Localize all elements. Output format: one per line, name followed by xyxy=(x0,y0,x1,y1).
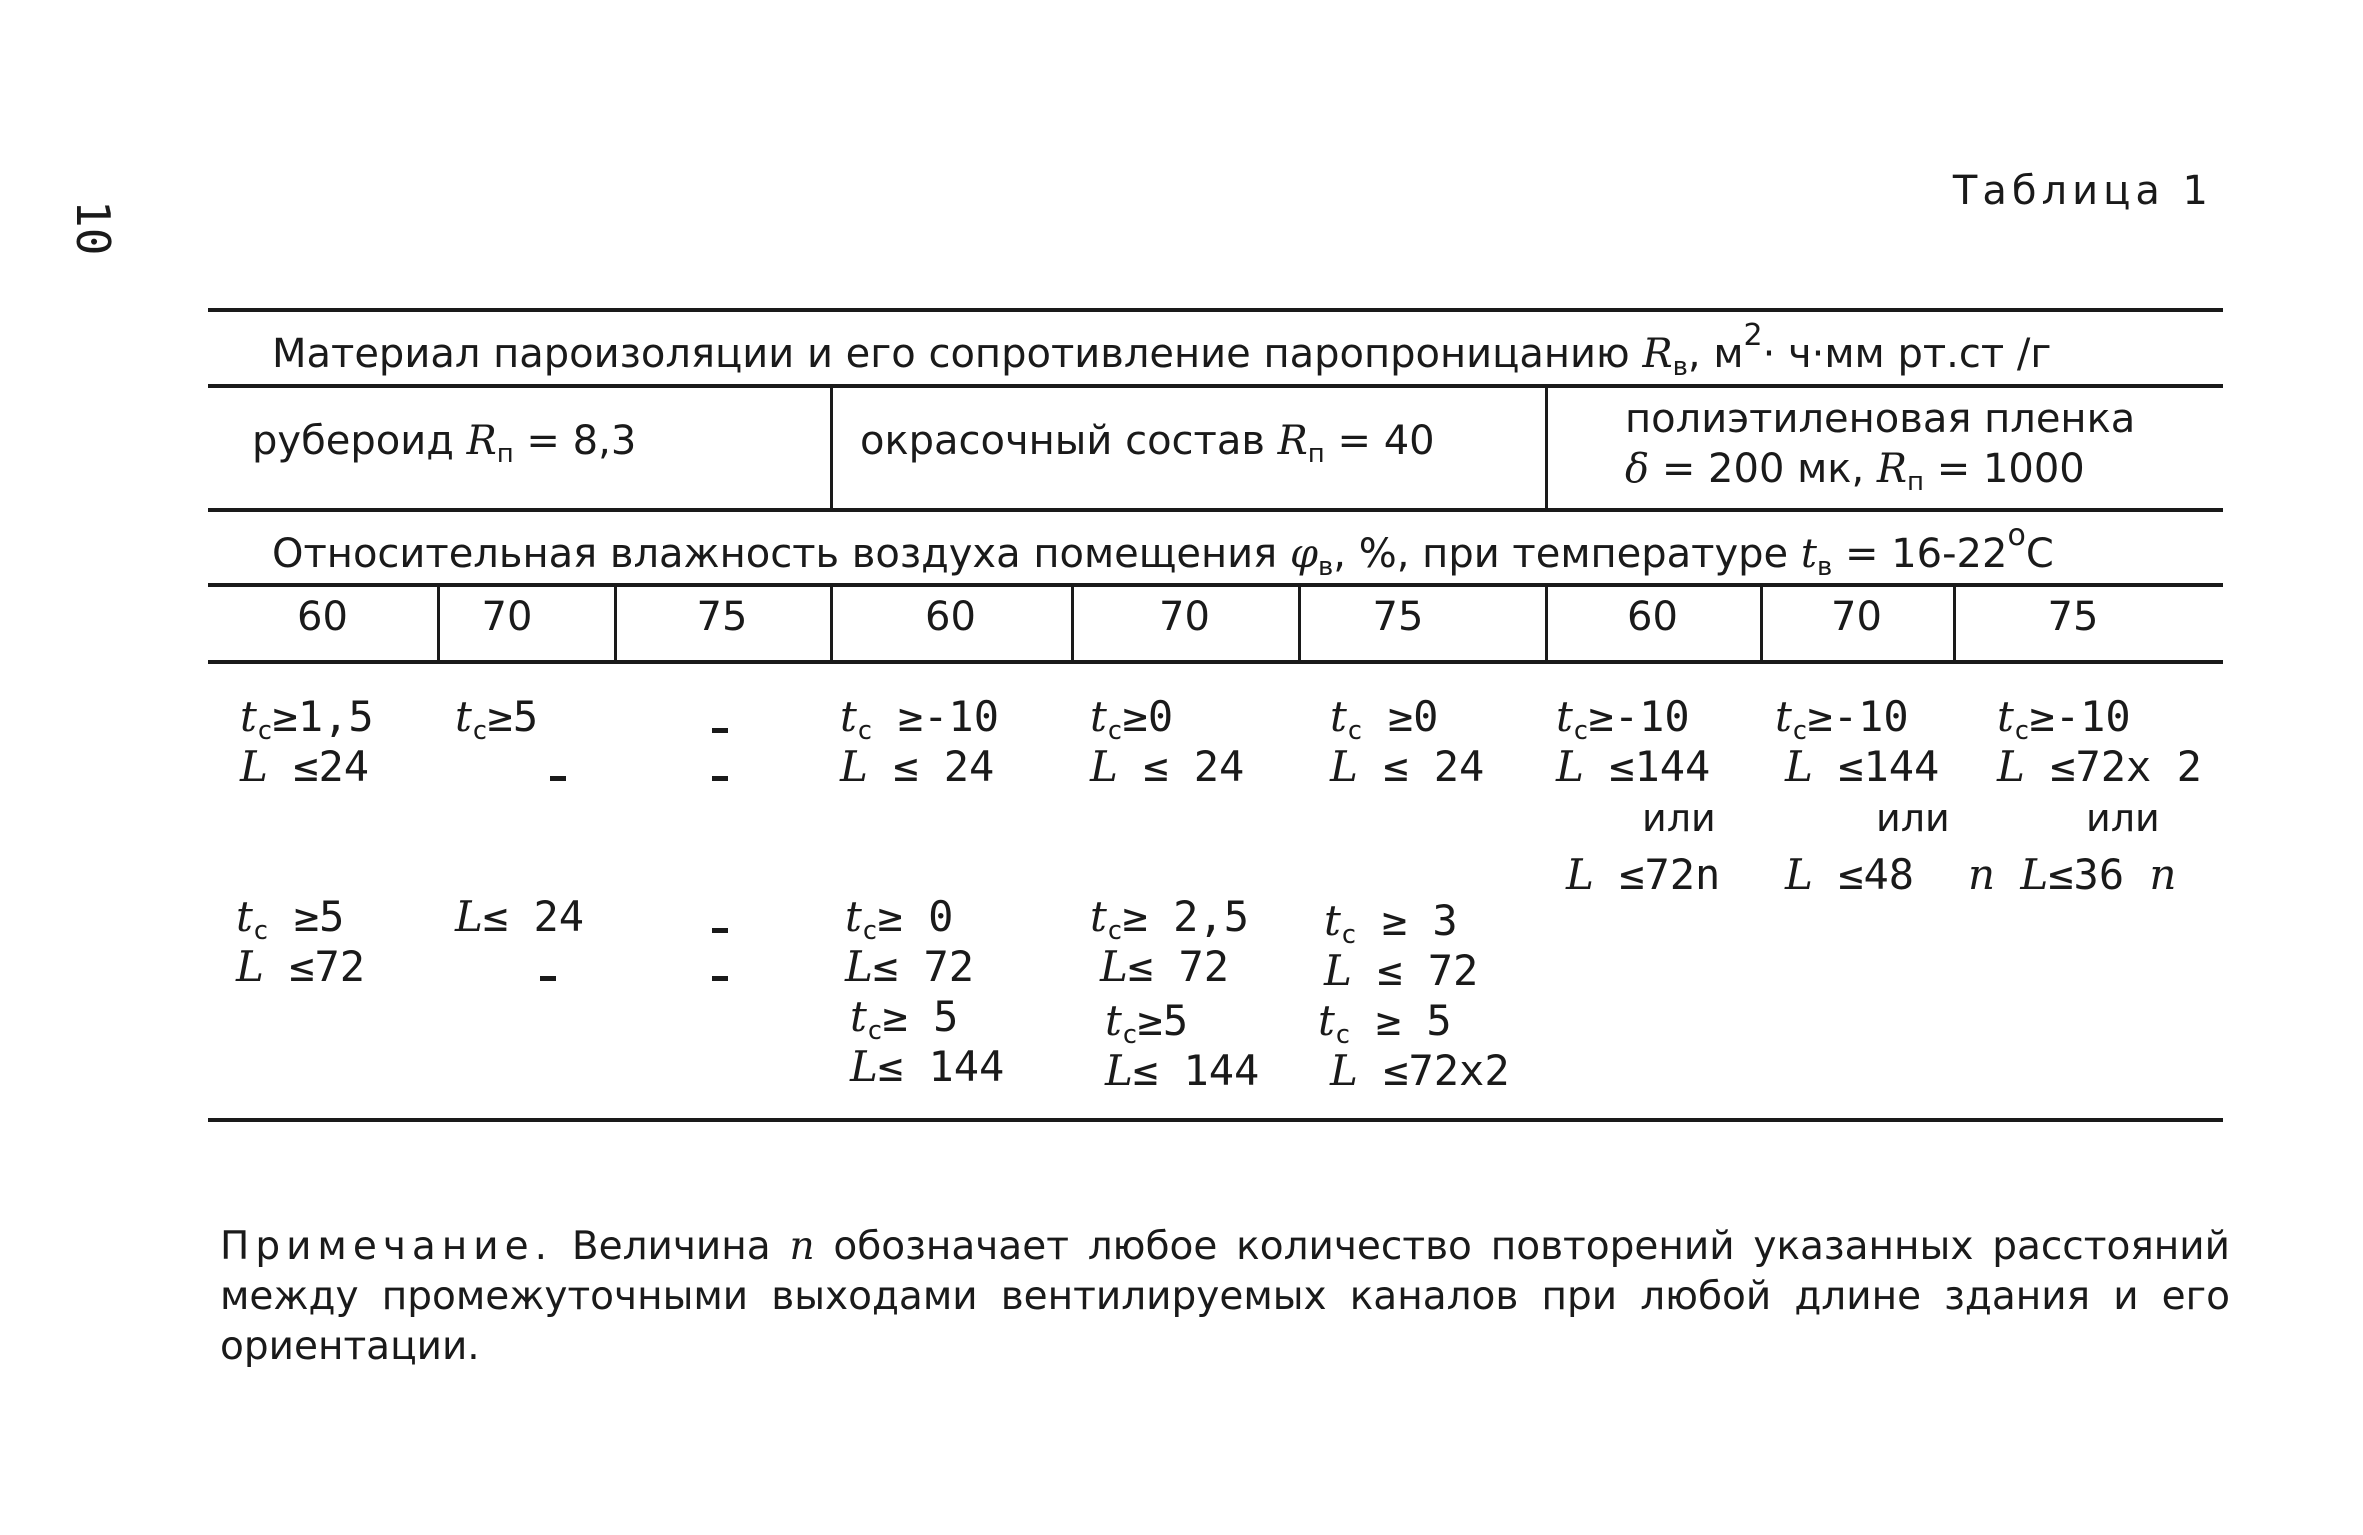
length-condition xyxy=(1997,742,2202,791)
L-symbol: L xyxy=(1556,742,1584,791)
length-value: ≤ 72 xyxy=(1377,946,1479,995)
humidity-value: 70 xyxy=(481,594,533,640)
tc-value: ≥5 xyxy=(1137,996,1189,1045)
table-rule xyxy=(208,384,2223,388)
tc-value: ≥-10 xyxy=(1807,692,1909,741)
tc-condition xyxy=(1324,896,1458,950)
thickness-value: = 200 мк, xyxy=(1661,446,1865,492)
L-symbol: L xyxy=(1324,946,1352,995)
n-symbol: n xyxy=(1968,850,1996,899)
header-text: Материал пароизоляции и его сопротивление паропроницанию xyxy=(272,331,1630,377)
length-condition xyxy=(850,1042,1004,1091)
t-symbol: t xyxy=(1997,692,2014,741)
empty-dash xyxy=(712,776,728,781)
length-value: ≤ 24 xyxy=(482,892,585,941)
L-symbol: L xyxy=(840,742,868,791)
length-condition xyxy=(236,942,365,991)
length-value: ≤72 xyxy=(289,942,366,991)
empty-dash xyxy=(540,976,556,981)
temp-sub: в xyxy=(1816,552,1833,582)
resistance-sub: п xyxy=(1907,467,1924,497)
tc-condition xyxy=(1556,692,1690,746)
tc-condition xyxy=(1090,692,1173,746)
table-divider xyxy=(830,384,833,508)
length-condition xyxy=(1105,1046,1259,1095)
t-symbol: t xyxy=(1105,996,1122,1045)
L-symbol: L xyxy=(1105,1046,1133,1095)
humidity-symbol: φ xyxy=(1289,531,1318,577)
length-condition xyxy=(1785,850,1914,899)
humidity-value: 60 xyxy=(297,594,348,640)
table-rule xyxy=(208,660,2223,664)
t-symbol: t xyxy=(1318,996,1335,1045)
t-sub: c xyxy=(2013,716,2030,746)
resistance-symbol: R xyxy=(1876,446,1907,492)
L-symbol: L xyxy=(850,1042,878,1091)
length-condition xyxy=(1090,742,1244,791)
L-symbol: L xyxy=(1785,742,1813,791)
tc-value: ≥1,5 xyxy=(272,692,374,741)
length-condition xyxy=(1100,942,1229,991)
resistance-value: = 1000 xyxy=(1936,446,2085,492)
empty-dash xyxy=(550,776,566,781)
material-name: окрасочный состав xyxy=(860,418,1265,464)
length-condition xyxy=(1556,742,1710,791)
table-divider xyxy=(1545,384,1548,508)
table-rule xyxy=(208,508,2223,512)
length-condition xyxy=(1330,1046,1510,1095)
t-sub: c xyxy=(1346,716,1363,746)
length-value: ≤ 24 xyxy=(1383,742,1485,791)
material-name: рубероид xyxy=(252,418,454,464)
tc-value: ≥0 xyxy=(1122,692,1174,741)
length-value: ≤36 xyxy=(2048,850,2125,899)
t-sub: c xyxy=(856,716,873,746)
empty-dash xyxy=(712,728,728,733)
length-condition xyxy=(240,742,369,791)
t-symbol: t xyxy=(840,692,857,741)
L-symbol: L xyxy=(240,742,268,791)
humidity-value: 75 xyxy=(2047,594,2099,640)
header-unit-rest: · ч·мм рт.ст /г xyxy=(1762,331,2052,377)
length-condition xyxy=(1330,742,1484,791)
or-label: или xyxy=(2086,796,2160,840)
length-value: ≤ 24 xyxy=(1143,742,1245,791)
table-caption: Таблица 1 xyxy=(1952,168,2213,214)
t-sub: c xyxy=(252,916,269,946)
t-sub: c xyxy=(1334,1020,1351,1050)
length-value: ≤24 xyxy=(293,742,370,791)
t-sub: c xyxy=(1106,716,1123,746)
length-value: ≤ 24 xyxy=(893,742,995,791)
page-number: 10 xyxy=(66,200,120,256)
tc-value: ≥-10 xyxy=(1588,692,1690,741)
tc-value: ≥ 2,5 xyxy=(1122,892,1249,941)
thickness-symbol: δ xyxy=(1625,446,1650,492)
length-condition xyxy=(1785,742,1939,791)
temp-symbol: t xyxy=(1800,531,1817,577)
or-label: или xyxy=(1876,796,1950,840)
humidity-value: 70 xyxy=(1159,594,1210,640)
header-unit: , м xyxy=(1687,331,1744,377)
t-sub: c xyxy=(1340,920,1357,950)
L-symbol: L xyxy=(1330,1046,1358,1095)
or-label: или xyxy=(1642,796,1716,840)
header-symbol: R xyxy=(1642,331,1673,377)
tc-condition xyxy=(1090,892,1249,946)
t-symbol: t xyxy=(236,892,253,941)
length-value: ≤ 72 xyxy=(1127,942,1230,991)
tc-value: ≥5 xyxy=(487,692,539,741)
length-value: ≤144 xyxy=(1609,742,1711,791)
t-symbol: t xyxy=(1556,692,1573,741)
L-symbol: L xyxy=(455,892,483,941)
humidity-header xyxy=(272,518,2054,582)
t-symbol: t xyxy=(240,692,257,741)
humidity-text: Относительная влажность воздуха помещения xyxy=(272,531,1278,577)
L-symbol: L xyxy=(1090,742,1118,791)
length-condition xyxy=(845,942,974,991)
tc-condition xyxy=(1775,692,1909,746)
tc-value: ≥ 5 xyxy=(882,992,959,1041)
header-symbol-sub: в xyxy=(1672,352,1688,382)
length-value: ≤48 xyxy=(1838,850,1915,899)
length-condition xyxy=(1566,850,1720,899)
t-symbol: t xyxy=(455,692,472,741)
L-symbol: L xyxy=(1785,850,1813,899)
L-symbol: L xyxy=(2020,850,2049,899)
L-symbol: L xyxy=(1330,742,1358,791)
material-name: полиэтиленовая пленка xyxy=(1625,396,2136,442)
table-header-material xyxy=(272,318,2051,382)
L-symbol: L xyxy=(1100,942,1128,991)
n-symbol: n xyxy=(2149,850,2177,899)
material-polyethylene xyxy=(1625,396,2135,442)
t-sub: c xyxy=(1121,1020,1138,1050)
t-sub: c xyxy=(1106,916,1123,946)
tc-condition xyxy=(240,692,374,746)
length-value: ≤ 144 xyxy=(1132,1046,1260,1095)
length-condition xyxy=(1324,946,1478,995)
length-condition xyxy=(1968,850,2176,899)
length-value: ≤72x 2 xyxy=(2050,742,2202,791)
tc-value: ≥ 3 xyxy=(1381,896,1458,945)
resistance-value: = 40 xyxy=(1337,418,1435,464)
table-note xyxy=(220,1222,2230,1372)
humidity-value: 75 xyxy=(1372,594,1424,640)
tc-value: ≥5 xyxy=(293,892,345,941)
resistance-symbol: R xyxy=(1277,418,1308,464)
humidity-mid: , %, при температуре xyxy=(1333,531,1789,577)
table-top-rule xyxy=(208,308,2223,312)
resistance-symbol: R xyxy=(466,418,497,464)
tc-condition xyxy=(1330,692,1438,746)
t-symbol: t xyxy=(850,992,867,1041)
humidity-value: 70 xyxy=(1831,594,1882,640)
humidity-value: 60 xyxy=(925,594,976,640)
note-text: обозначает любое количество повторений указанных расстояний между промежуточными выходами вентилируемых каналов при любой длине здания и его ориентации. xyxy=(220,1224,2230,1369)
t-symbol: t xyxy=(1090,892,1107,941)
length-value: ≤72n xyxy=(1619,850,1721,899)
L-symbol: L xyxy=(1997,742,2025,791)
tc-condition xyxy=(455,692,538,746)
empty-dash xyxy=(712,928,728,933)
tc-value: ≥ 5 xyxy=(1375,996,1452,1045)
note-symbol: n xyxy=(789,1224,815,1269)
resistance-sub: п xyxy=(496,439,514,469)
tc-condition xyxy=(840,692,999,746)
resistance-sub: п xyxy=(1307,439,1325,469)
L-symbol: L xyxy=(236,942,264,991)
L-symbol: L xyxy=(845,942,873,991)
material-ruberoid xyxy=(252,418,636,469)
tc-condition xyxy=(1318,996,1452,1050)
tc-value: ≥-10 xyxy=(897,692,999,741)
tc-condition xyxy=(845,892,953,946)
t-symbol: t xyxy=(1324,896,1341,945)
temp-unit: C xyxy=(2025,531,2054,577)
table-rule xyxy=(208,583,2223,587)
t-sub: c xyxy=(861,916,878,946)
tc-condition xyxy=(1997,692,2131,746)
length-condition xyxy=(455,892,584,941)
resistance-value: = 8,3 xyxy=(526,418,637,464)
note-text: Величина xyxy=(571,1224,771,1269)
temp-range: = 16-22 xyxy=(1844,531,2008,577)
tc-condition xyxy=(1105,996,1188,1050)
material-paint xyxy=(860,418,1435,469)
humidity-value: 60 xyxy=(1627,594,1678,640)
L-symbol: L xyxy=(1566,850,1594,899)
humidity-sub: в xyxy=(1317,552,1334,582)
tc-value: ≥ 0 xyxy=(877,892,954,941)
length-value: ≤144 xyxy=(1838,742,1940,791)
tc-condition xyxy=(236,892,344,946)
table-bottom-rule xyxy=(208,1118,2223,1122)
t-sub: c xyxy=(471,716,488,746)
t-symbol: t xyxy=(1775,692,1792,741)
material-polyethylene-params xyxy=(1625,446,2085,497)
length-condition xyxy=(840,742,994,791)
empty-dash xyxy=(712,976,728,981)
header-unit-sup: 2 xyxy=(1743,318,1763,353)
humidity-value: 75 xyxy=(696,594,748,640)
t-sub: c xyxy=(1791,716,1808,746)
tc-condition xyxy=(850,992,958,1046)
degree-mark: o xyxy=(2007,518,2026,553)
t-sub: c xyxy=(1572,716,1589,746)
t-sub: c xyxy=(256,716,273,746)
note-lead: Примечание. xyxy=(220,1224,554,1269)
length-value: ≤ 72 xyxy=(872,942,975,991)
length-value: ≤ 144 xyxy=(877,1042,1005,1091)
tc-value: ≥0 xyxy=(1387,692,1439,741)
tc-value: ≥-10 xyxy=(2029,692,2131,741)
t-symbol: t xyxy=(1330,692,1347,741)
t-symbol: t xyxy=(1090,692,1107,741)
t-sub: c xyxy=(866,1016,883,1046)
t-symbol: t xyxy=(845,892,862,941)
length-value: ≤72x2 xyxy=(1383,1046,1510,1095)
